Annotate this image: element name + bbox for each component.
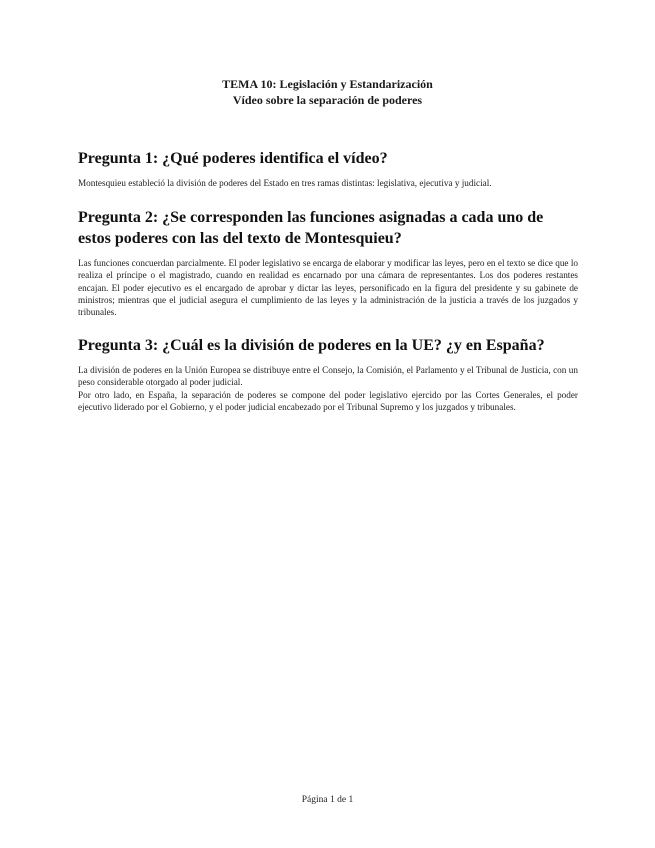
answer-paragraph-3b: Por otro lado, en España, la separación de poderes se compone del poder legislativo ejercido por las Cortes Generales, el poder ejecutivo liderado por el Gobierno, y el poder judicial encabezado por el Tribunal Supremo y los juzgados y tribunales.	[78, 389, 578, 412]
question-section-3	[78, 335, 578, 413]
document-title: TEMA 10: Legislación y Estandarización	[222, 77, 433, 91]
question-heading-1: Pregunta 1: ¿Qué poderes identifica el vídeo?	[78, 150, 388, 167]
page-number: Página 1 de 1	[301, 795, 354, 805]
question-section-2	[78, 207, 578, 318]
question-heading-2: Pregunta 2: ¿Se corresponden las funciones asignadas a cada uno de estos poderes con las del texto de Montesquieu?	[78, 209, 544, 248]
answer-paragraph-1: Montesquieu estableció la división de poderes del Estado en tres ramas distintas: legislativa, ejecutiva y judicial.	[78, 178, 492, 188]
question-heading-3: Pregunta 3: ¿Cuál es la división de poderes en la UE? ¿y en España?	[78, 337, 545, 355]
answer-paragraph-2: Las funciones concuerdan parcialmente. El poder legislativo se encarga de elaborar y modificar las leyes, pero en el texto se dice que lo realiza el príncipe o el magistrado, cuando en realidad es encarnado por una cámara de representantes. Los dos poderes restantes encajan. El poder ejecutivo es el encargado de aprobar y dictar las leyes, personificado en la figura del presidente y su gabinete de ministros; mientras que el judicial asegura el cumplimiento de las leyes y la administración de la justicia a través de los juzgados y tribunales.	[78, 258, 578, 318]
document-body	[78, 148, 578, 430]
document-subtitle: Vídeo sobre la separación de poderes	[232, 93, 423, 107]
document-header	[0, 76, 655, 108]
answer-paragraph-3a: La división de poderes en la Unión Europea se distribuye entre el Consejo, la Comisión, el Parlamento y el Tribunal de Justicia, con un peso considerable otorgado al poder judicial.	[78, 365, 578, 388]
question-section-1	[78, 148, 578, 189]
